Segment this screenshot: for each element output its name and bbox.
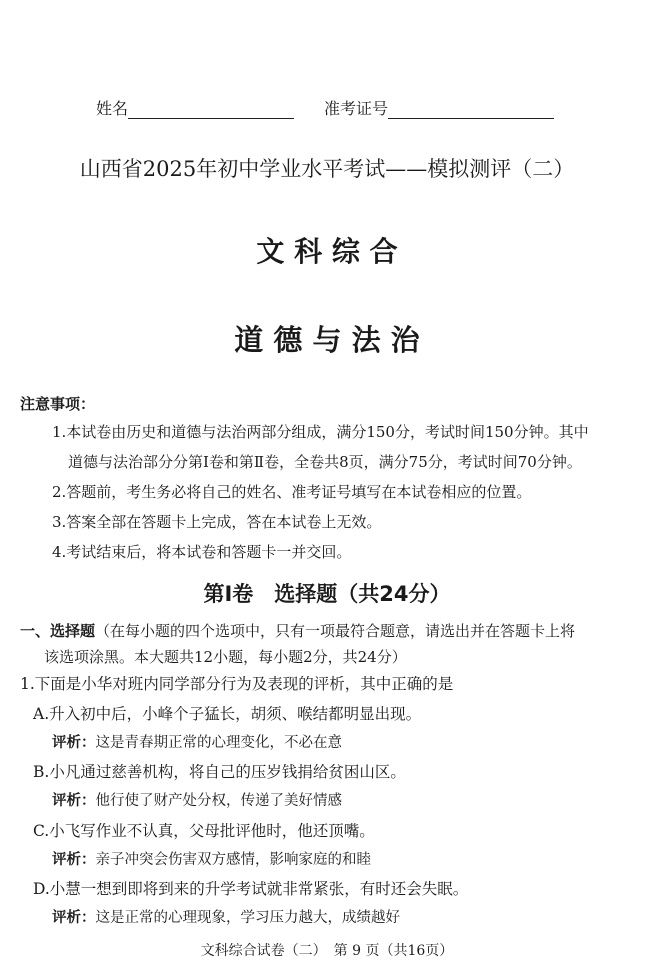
option-d: D.小慧一想到即将到来的升学考试就非常紧张，有时还会失眠。 xyxy=(33,880,469,898)
option-b-analysis xyxy=(52,789,342,810)
option-a-analysis xyxy=(52,731,342,752)
analysis-label: 评析： xyxy=(52,910,96,926)
analysis-label: 评析： xyxy=(52,852,96,868)
part-desc-cont: 该选项涂黑。本大题共12小题，每小题2分，共24分） xyxy=(44,648,407,666)
option-a: A.升入初中后，小峰个子猛长，胡须、喉结都明显出现。 xyxy=(33,705,422,723)
page-footer: 文科综合试卷（二） 第 9 页（共16页） xyxy=(200,943,454,959)
notice-heading: 注意事项： xyxy=(20,395,96,413)
part-instructions xyxy=(20,620,575,641)
exam-title: 山西省2025年初中学业水平考试——模拟测评（二） xyxy=(79,157,575,181)
notice-item: 3.答案全部在答题卡上完成，答在本试卷上无效。 xyxy=(52,513,382,531)
analysis-text: 这是正常的心理现象，学习压力越大，成绩越好 xyxy=(95,910,400,926)
notice-item: 1.本试卷由历史和道德与法治两部分组成，满分150分，考试时间150分钟。其中 xyxy=(52,423,589,441)
name-label: 姓名 xyxy=(96,99,129,118)
subject-title: 道 德 与 法 治 xyxy=(234,323,420,357)
notice-item: 道德与法治部分分第Ⅰ卷和第Ⅱ卷，全卷共8页，满分75分，考试时间70分钟。 xyxy=(68,453,582,471)
analysis-label: 评析： xyxy=(52,793,96,809)
option-b: B.小凡通过慈善机构，将自己的压岁钱捐给贫困山区。 xyxy=(33,763,406,781)
analysis-text: 他行使了财产处分权，传递了美好情感 xyxy=(95,793,342,809)
analysis-text: 这是青春期正常的心理变化，不必在意 xyxy=(95,735,342,751)
part-desc: （在每小题的四个选项中，只有一项最符合题意，请选出并在答题卡上将 xyxy=(95,622,576,640)
name-field xyxy=(96,96,294,119)
analysis-text: 亲子冲突会伤害双方感情，影响家庭的和睦 xyxy=(95,852,371,868)
subject-group-title: 文 科 综 合 xyxy=(256,235,398,268)
option-d-analysis xyxy=(52,906,400,927)
option-c: C.小飞写作业不认真，父母批评他时，他还顶嘴。 xyxy=(33,822,375,840)
exam-id-field xyxy=(324,96,554,119)
part-label: 一、选择题 xyxy=(20,622,96,640)
exam-id-blank xyxy=(388,100,554,119)
name-blank xyxy=(128,100,294,119)
exam-id-label: 准考证号 xyxy=(324,99,389,118)
notice-item: 4.考试结束后，将本试卷和答题卡一并交回。 xyxy=(52,543,352,561)
option-c-analysis xyxy=(52,848,371,869)
notice-item: 2.答题前，考生务必将自己的姓名、准考证号填写在本试卷相应的位置。 xyxy=(52,483,532,501)
section-title: 第Ⅰ卷 选择题（共24分） xyxy=(203,582,451,606)
analysis-label: 评析： xyxy=(52,735,96,751)
question-stem: 1.下面是小华对班内同学部分行为及表现的评析，其中正确的是 xyxy=(20,675,454,693)
